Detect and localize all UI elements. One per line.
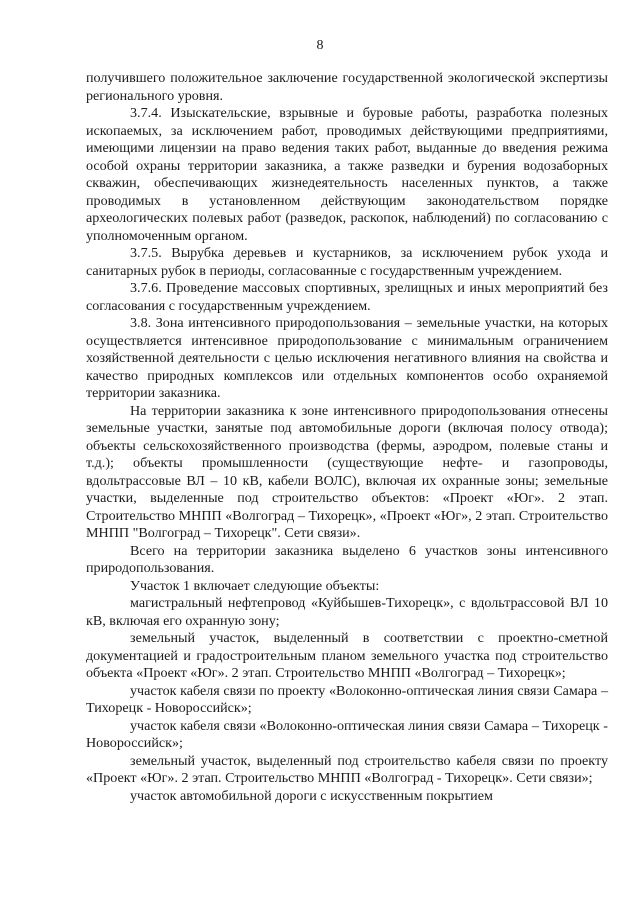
paragraph-3-7-5: 3.7.5. Вырубка деревьев и кустарников, за исключением рубок ухода и санитарных рубок в периоды, согласованные с государственным учреждением.: [86, 245, 608, 279]
list-item: участок кабеля связи по проекту «Волоконно-оптическая линия связи Самара – Тихорецк - Новороссийск»;: [86, 682, 608, 716]
paragraph: получившего положительное заключение государственной экологической экспертизы регионального уровня.: [86, 70, 608, 104]
paragraph: На территории заказника к зоне интенсивного природопользования отнесены земельные участки, занятые под автомобильные дороги (включая полосу отвода); объекты сельскохозяйственного производства (фермы, аэродром, полевые станы и т.д.); объекты промышленности (существующие нефте- и газопроводы, вдольтрассовые ВЛ – 10 кВ, кабели ВОЛС), включая их охранные зоны; земельные участки, выделенные под строительство объектов: «Проект «Юг». 2 этап. Строительство МНПП «Волгоград – Тихорецк», «Проект «Юг», 2 этап. Строительство МНПП "Волгоград – Тихорецк". Сети связи».: [86, 402, 608, 541]
list-item: участок автомобильной дороги с искусственным покрытием: [130, 787, 493, 804]
list-item: земельный участок, выделенный в соответствии с проектно-сметной документацией и градостроительным планом земельного участка под строительство объекта «Проект «Юг». 2 этап. Строительство МНПП «Волгоград – Тихорецк»;: [86, 630, 608, 681]
document-body: [86, 40, 608, 805]
paragraph-3-8: 3.8. Зона интенсивного природопользования – земельные участки, на которых осуществляется интенсивное природопользование с минимальным ограничением хозяйственной деятельности с целью исключения негативного влияния на свойства и качество природных комплексов или отдельных компонентов особо охраняемой территории заказника.: [86, 315, 608, 401]
list-item: участок кабеля связи «Волоконно-оптическая линия связи Самара – Тихорецк - Новороссийск»;: [86, 717, 608, 751]
list-item: магистральный нефтепровод «Куйбышев-Тихорецк», с вдольтрассовой ВЛ 10 кВ, включая его охранную зону;: [86, 595, 608, 629]
paragraph: Всего на территории заказника выделено 6 участков зоны интенсивного природопользования.: [86, 542, 608, 576]
paragraph: Участок 1 включает следующие объекты:: [130, 577, 380, 594]
paragraph-3-7-4: 3.7.4. Изыскательские, взрывные и буровые работы, разработка полезных ископаемых, за исключением работ, проводимых действующими предприятиями, имеющими лицензии на право ведения таких работ, выданные до введения режима особой охраны территории заказника, а также разведки и бурения водозаборных скважин, обеспечивающих жизнедеятельность населенных пунктов, а также проводимых в установленном действующим законодательством порядке археологических полевых работ (разведок, раскопок, наблюдений) по согласованию с уполномоченным органом.: [86, 105, 608, 244]
paragraph-3-7-6: 3.7.6. Проведение массовых спортивных, зрелищных и иных мероприятий без согласования с государственным учреждением.: [86, 280, 608, 314]
list-item: земельный участок, выделенный под строительство кабеля связи по проекту «Проект «Юг». 2 этап. Строительство МНПП «Волгоград - Тихорецк». Сети связи»;: [86, 752, 608, 786]
page-number: 8: [316, 38, 324, 53]
